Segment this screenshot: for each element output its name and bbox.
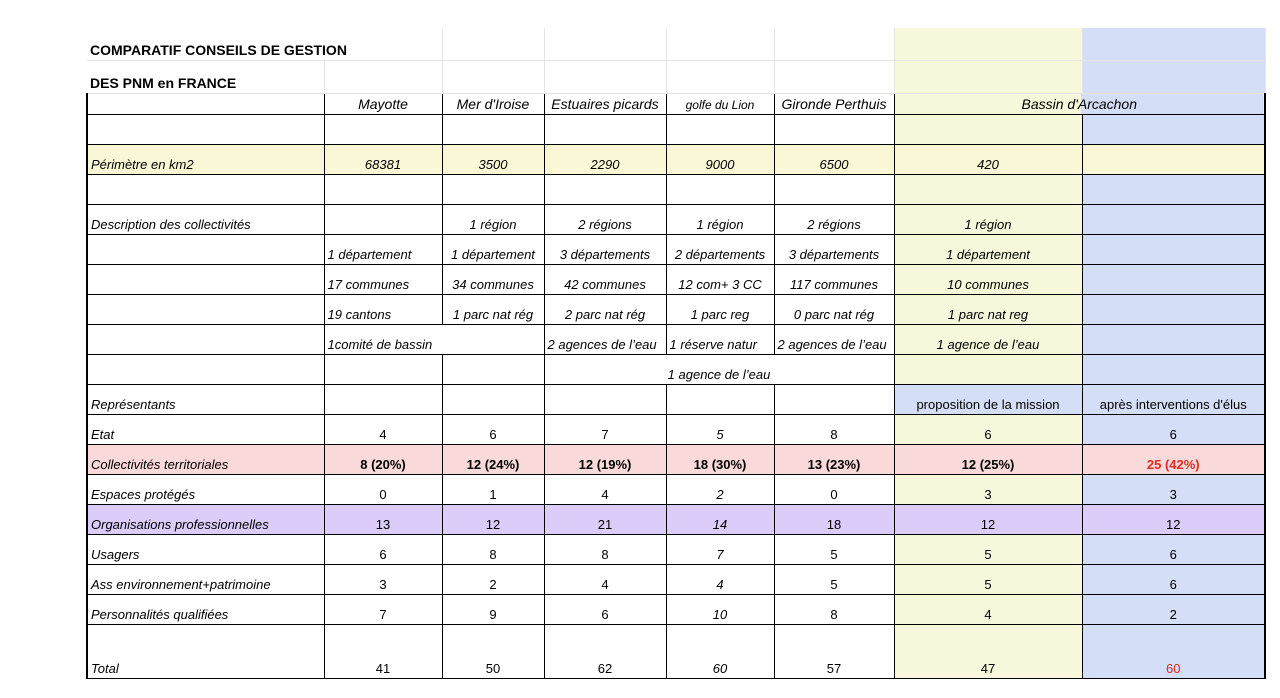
row-collectivites-2: 1 département 1 département 3 départements 2 départements 3 départements 1 département xyxy=(87,234,1265,264)
title-line-2: DES PNM en FRANCE xyxy=(87,60,324,93)
col-header-golfe-lion: golfe du Lion xyxy=(666,93,774,114)
title-line-1: COMPARATIF CONSEILS DE GESTION xyxy=(87,28,442,60)
row-total: Total 41 50 62 60 57 47 60 xyxy=(87,624,1265,678)
row-collectivites-6: 1 agence de l’eau xyxy=(87,354,1265,384)
row-collectivites-3: 17 communes 34 communes 42 communes 12 com+ 3 CC 117 communes 10 communes xyxy=(87,264,1265,294)
col-header-mer-iroise: Mer d'Iroise xyxy=(442,93,544,114)
row-label: Description des collectivités xyxy=(87,204,324,234)
row-organisations-professionnelles: Organisations professionnelles 13 12 21 14 18 12 12 xyxy=(87,504,1265,534)
row-collectivites-4: 19 cantons 1 parc nat rég 2 parc nat rég 1 parc reg 0 parc nat rég 1 parc nat reg xyxy=(87,294,1265,324)
col-header-mayotte: Mayotte xyxy=(324,93,442,114)
row-etat: Etat 4 6 7 5 8 6 6 xyxy=(87,414,1265,444)
row-label: Représentants xyxy=(87,384,324,414)
row-perimetre: Périmètre en km2 68381 3500 2290 9000 6500 420 xyxy=(87,144,1265,174)
row-label: Périmètre en km2 xyxy=(87,144,324,174)
header-apres-interventions: après interventions d'élus xyxy=(1082,384,1265,414)
row-espaces-proteges: Espaces protégés 0 1 4 2 0 3 3 xyxy=(87,474,1265,504)
comparison-table xyxy=(86,28,1266,679)
row-personnalites-qualifiees: Personnalités qualifiées 7 9 6 10 8 4 2 xyxy=(87,594,1265,624)
row-usagers: Usagers 6 8 8 7 5 5 6 xyxy=(87,534,1265,564)
row-representants xyxy=(87,384,1265,414)
row-collectivites-5: 1comité de bassin 2 agences de l’eau 1 réserve natur 2 agences de l’eau 1 agence de l’eau xyxy=(87,324,1265,354)
col-header-estuaires-picards: Estuaires picards xyxy=(544,93,666,114)
col-header-gironde-perthuis: Gironde Perthuis xyxy=(774,93,894,114)
row-collectivites-territoriales: Collectivités territoriales 8 (20%) 12 (24%) 12 (19%) 18 (30%) 13 (23%) 12 (25%) 25 (42%) xyxy=(87,444,1265,474)
row-collectivites-1: Description des collectivités 1 région 2 régions 1 région 2 régions 1 région xyxy=(87,204,1265,234)
row-ass-environnement: Ass environnement+patrimoine 3 2 4 4 5 5 6 xyxy=(87,564,1265,594)
header-proposition-mission: proposition de la mission xyxy=(894,384,1082,414)
col-header-bassin-arcachon: Bassin d'Arcachon xyxy=(894,93,1265,114)
